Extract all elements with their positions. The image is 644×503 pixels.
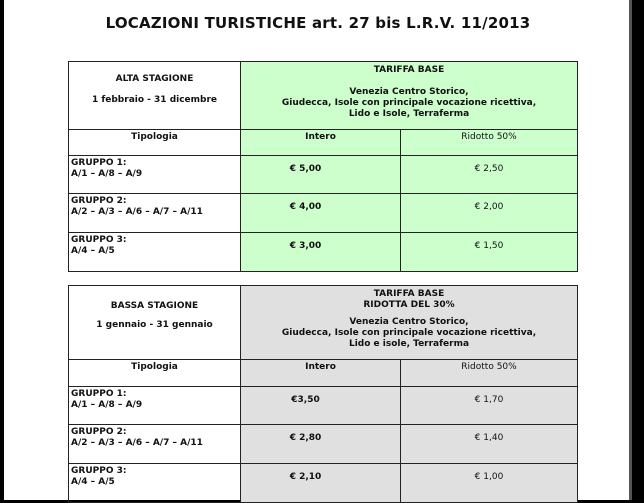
low-col-reduced: Ridotto 50%: [401, 360, 578, 387]
low-season-header-cell: [69, 286, 241, 360]
full-rate: €3,50: [291, 395, 320, 405]
document-page: [4, 0, 632, 500]
reduced-rate: € 1,00: [474, 472, 504, 482]
low-season-dates: 1 gennaio - 31 gennaio: [96, 320, 213, 330]
low-tariff-subtitle: RIDOTTA DEL 30%: [363, 300, 455, 310]
low-tariff-title: TARIFFA BASE: [373, 289, 445, 299]
group-name: GRUPPO 2:: [71, 427, 127, 437]
high-location-line-3: Lido e Isole, Terraferma: [348, 109, 470, 119]
group-types: A/2 – A/3 – A/6 – A/7 – A/11: [71, 438, 203, 448]
low-location-line-3: Lido e isole, Terraferma: [348, 339, 470, 349]
full-rate: € 2,10: [289, 472, 322, 482]
high-tariff-title: TARIFFA BASE: [373, 65, 445, 75]
table-row: [69, 233, 578, 272]
table-row: [69, 387, 578, 425]
reduced-rate: € 1,40: [474, 433, 504, 443]
full-rate: € 3,00: [289, 241, 322, 251]
table-row: [69, 194, 578, 233]
group-name: GRUPPO 1:: [71, 389, 127, 399]
group-name: GRUPPO 3:: [71, 466, 127, 476]
page-title: LOCAZIONI TURISTICHE art. 27 bis L.R.V. 11/2013: [105, 14, 531, 32]
reduced-rate: € 1,50: [474, 241, 504, 251]
high-col-full: Intero: [241, 130, 401, 156]
table-row: [69, 156, 578, 194]
low-season-table: [68, 285, 578, 503]
high-season-name: ALTA STAGIONE: [115, 74, 194, 84]
group-types: A/2 – A/3 – A/6 – A/7 – A/11: [71, 207, 203, 217]
low-location-line-1: Venezia Centro Storico,: [349, 317, 469, 327]
full-rate: € 5,00: [289, 164, 322, 174]
table-row: [69, 464, 578, 503]
high-location-line-2: Giudecca, Isole con principale vocazione ricettiva,: [281, 98, 537, 108]
group-types: A/4 – A/5: [71, 477, 115, 487]
group-name: GRUPPO 2:: [71, 196, 127, 206]
high-season-dates: 1 febbraio - 31 dicembre: [91, 95, 218, 105]
low-season-tariff-cell: [241, 286, 578, 360]
low-location-line-2: Giudecca, Isole con principale vocazione ricettiva,: [281, 328, 537, 338]
low-col-full: Intero: [241, 360, 401, 387]
group-types: A/4 – A/5: [71, 246, 115, 256]
group-name: GRUPPO 3:: [71, 235, 127, 245]
reduced-rate: € 1,70: [474, 395, 504, 405]
high-season-table: [68, 61, 578, 272]
table-row: [69, 425, 578, 464]
high-location-line-1: Venezia Centro Storico,: [349, 87, 469, 97]
low-col-type: Tipologia: [69, 360, 241, 387]
reduced-rate: € 2,00: [474, 202, 504, 212]
high-season-tariff-cell: [241, 62, 578, 130]
reduced-rate: € 2,50: [474, 164, 504, 174]
full-rate: € 2,80: [289, 433, 322, 443]
low-season-name: BASSA STAGIONE: [110, 301, 199, 311]
high-season-header-cell: [69, 62, 241, 130]
high-col-type: Tipologia: [69, 130, 241, 156]
group-name: GRUPPO 1:: [71, 158, 127, 168]
group-types: A/1 – A/8 – A/9: [71, 169, 143, 179]
group-types: A/1 – A/8 – A/9: [71, 400, 143, 410]
full-rate: € 4,00: [289, 202, 322, 212]
high-col-reduced: Ridotto 50%: [401, 130, 578, 156]
